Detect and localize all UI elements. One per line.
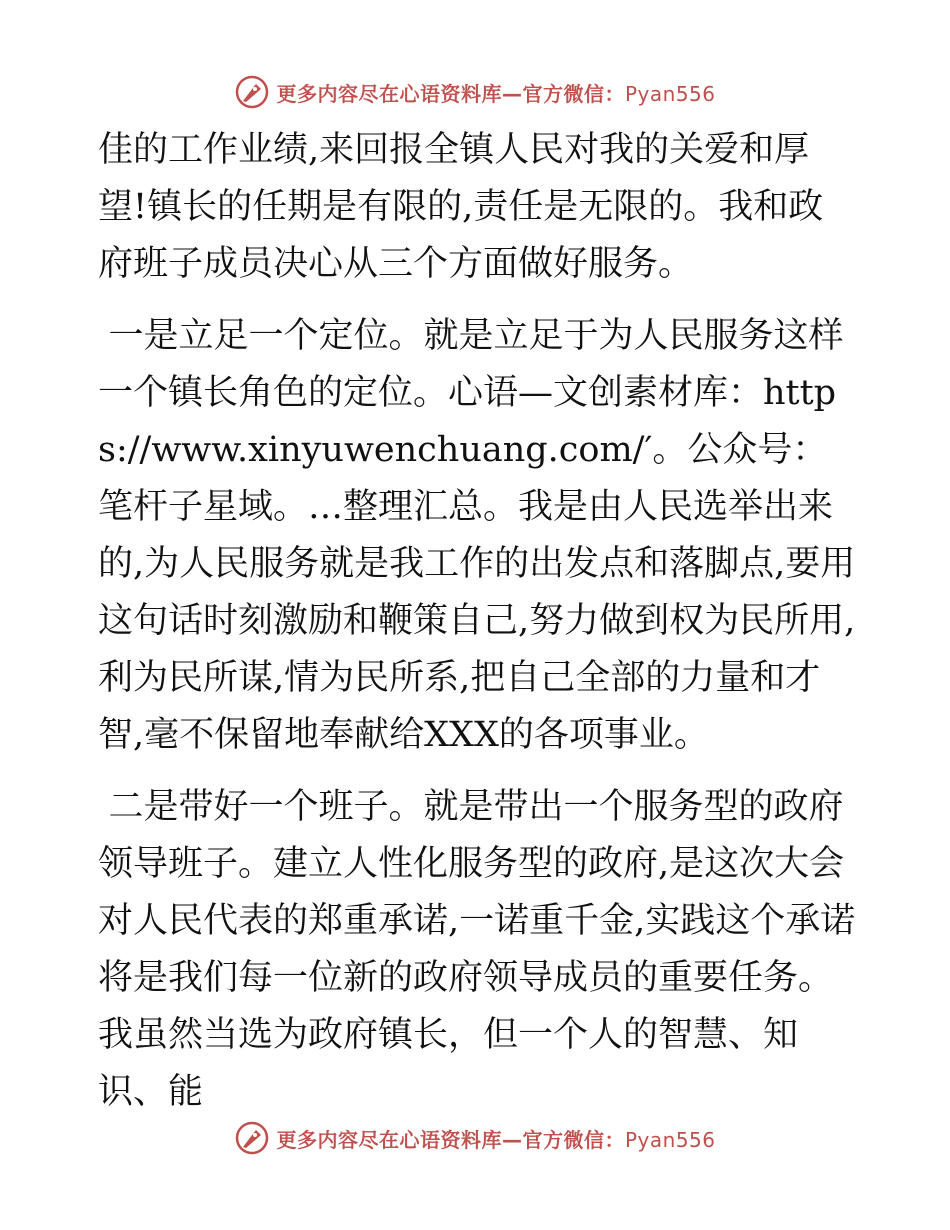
paragraph-3: 二是带好一个班子。就是带出一个服务型的政府领导班子。建立人性化服务型的政府,是这次大会对人民代表的郑重承诺,一诺重千金,实践这个承诺将是我们每一位新的政府领导成员的重要任务。我虽然当选为政府镇长，但一个人的智慧、知识、能	[98, 787, 856, 1112]
header-banner	[0, 70, 950, 114]
banner-wechat-id: Pyan556	[624, 81, 716, 106]
pen-nib-logo-icon	[234, 1120, 270, 1156]
paragraph-2: 一是立足一个定位。就是立足于为人民服务这样一个镇长角色的定位。心语—文创素材库：https://www.xinyuwenchuang.com/′。公众号：笔杆子星域。…整理汇总。我是由人民选举出来的,为人民服务就是我工作的出发点和落脚点,要用这句话时刻激励和鞭策自己,努力做到权为民所用,利为民所谋,情为民所系,把自己全部的力量和才智,毫不保留地奉献给XXX的各项事业。	[98, 316, 856, 755]
banner-label: 更多内容尽在心语资料库—	[276, 81, 523, 106]
banner-text	[276, 1124, 715, 1153]
banner-label: 更多内容尽在心语资料库—	[276, 1127, 523, 1152]
banner-text	[276, 78, 715, 107]
banner-wechat-label: 官方微信：	[522, 81, 625, 106]
banner-wechat-id: Pyan556	[624, 1127, 716, 1152]
pen-nib-logo-icon	[234, 74, 270, 110]
banner-wechat-label: 官方微信：	[522, 1127, 625, 1152]
footer-banner	[0, 1116, 950, 1160]
paragraph-1: 佳的工作业绩,来回报全镇人民对我的关爱和厚望!镇长的任期是有限的,责任是无限的。我和政府班子成员决心从三个方面做好服务。	[98, 130, 824, 284]
document-body	[98, 122, 858, 1121]
